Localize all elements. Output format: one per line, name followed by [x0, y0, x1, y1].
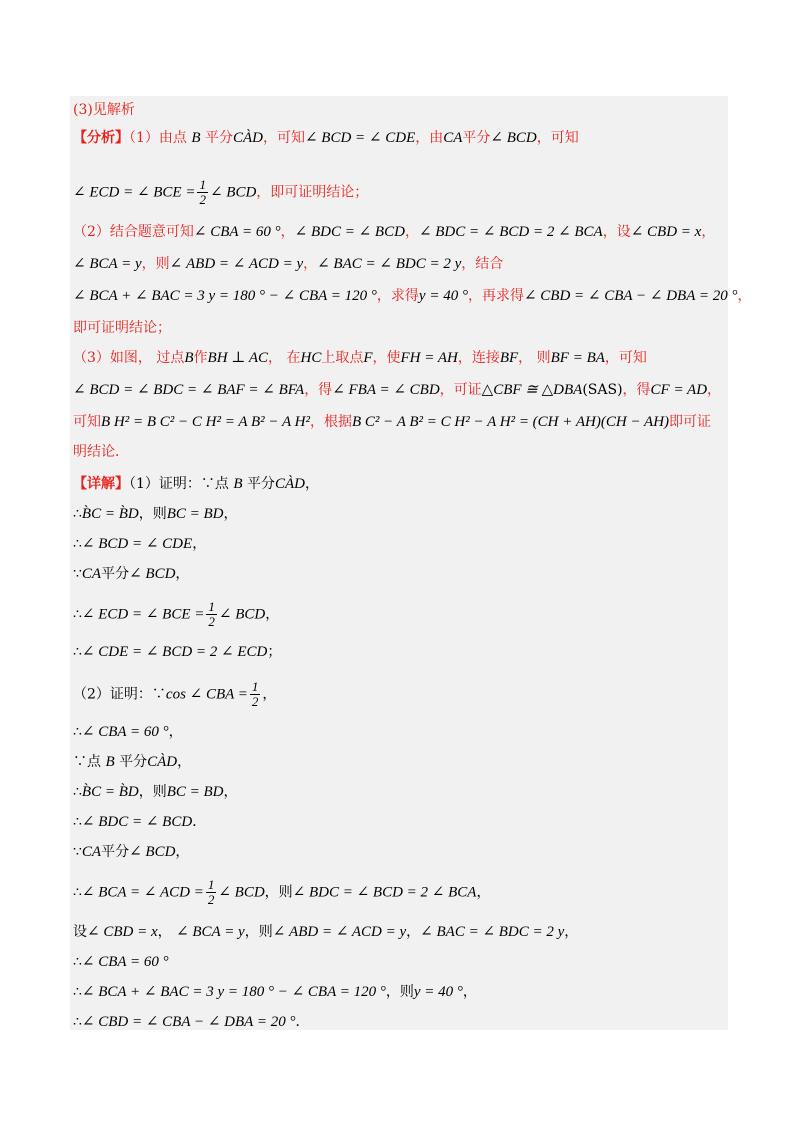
math-expression: cos ∠ CBA = [165, 686, 248, 703]
text-fragment: 平分 [462, 130, 491, 146]
math-expression: ∠ CBD = ∠ CBA − ∠ DBA = 20 ° [81, 1014, 296, 1030]
math-expression: ∠ BCD = ∠ CDE [81, 536, 193, 552]
text-fragment: 平分 [114, 754, 148, 770]
text-fragment: 即可证 [669, 414, 712, 430]
math-expression: B C² − A B² = C H² − A H² = (CH + AH)(CH − AH) [351, 414, 670, 430]
text-line [73, 318, 171, 338]
text-fragment: 【详解】 [73, 476, 129, 492]
math-expression: ∠ CBA = 60 ° [81, 954, 169, 970]
text-fragment: ，则 [385, 984, 414, 1000]
math-expression: ∠ BCD = ∠ CDE [304, 130, 416, 146]
text-fragment: 平分 [101, 566, 130, 582]
text-fragment: ∴ [73, 814, 82, 830]
math-expression: ∠ BCA + ∠ BAC = 3 y = 180 ° − ∠ CBA = 120 ° [73, 288, 377, 304]
math-expression: ∠ ECD = ∠ BCE = [81, 606, 205, 623]
text-fragment: 平分 [101, 844, 130, 860]
math-expression: ∠ BDC = ∠ BCD [81, 814, 193, 830]
text-fragment: ，可知 [262, 130, 305, 146]
text-fragment: ，可知 [536, 130, 579, 146]
text-line [73, 380, 721, 400]
math-expression: F [363, 350, 373, 366]
math-expression: BF [499, 350, 519, 366]
text-fragment: （1）由点 [129, 130, 192, 146]
text-fragment: 明结论． [73, 444, 129, 460]
fraction-denominator: 2 [199, 192, 206, 207]
text-fragment: ，则 [138, 506, 167, 522]
text-fragment: ， [707, 382, 722, 398]
text-fragment: ，结合 [461, 256, 504, 272]
text-fragment: ，连接 [457, 350, 500, 366]
text-line [73, 178, 368, 207]
text-fragment: ，得 [622, 382, 651, 398]
math-expression: B [233, 476, 243, 492]
text-fragment: ， [265, 606, 280, 623]
text-fragment: ，设 [602, 224, 631, 240]
fraction-numerator: 1 [207, 877, 215, 892]
text-line [73, 878, 490, 907]
math-expression: ∠ BDC = ∠ BCD = 2 ∠ BCA [292, 884, 477, 901]
text-fragment: ，则 [264, 884, 293, 901]
text-line [73, 534, 206, 554]
text-fragment: ，可知 [604, 350, 647, 366]
text-fragment: ∴ [73, 884, 82, 901]
math-expression: FH = AH [400, 350, 458, 366]
math-expression: BF = BA [550, 350, 605, 366]
math-expression: B [184, 350, 194, 366]
math-expression: ∠ BDC = ∠ BCD [294, 224, 405, 240]
text-fragment: ， [462, 984, 477, 1000]
text-fragment: ， [476, 884, 491, 901]
text-fragment: ； [267, 644, 282, 660]
text-line [73, 100, 135, 120]
text-line [73, 752, 191, 772]
text-fragment: ∵ [73, 844, 82, 860]
text-fragment: ∴ [73, 954, 82, 970]
math-expression: ∠ CBD = x [630, 224, 702, 240]
fraction [250, 680, 261, 709]
text-fragment: ∴ [73, 984, 82, 1000]
text-line [73, 348, 647, 368]
math-expression: y = 40 ° [418, 288, 468, 304]
text-fragment: ， [223, 784, 238, 800]
text-fragment: 作 [193, 350, 208, 366]
text-fragment: ， [737, 288, 752, 304]
text-line [73, 842, 189, 862]
math-expression: ∠ ABD = ∠ ACD = y [272, 924, 407, 940]
text-fragment: ， [280, 224, 295, 240]
text-fragment: ∵ [73, 566, 82, 582]
text-fragment: ， [223, 506, 238, 522]
math-expression: BC = BD [166, 506, 224, 522]
text-fragment: 【分析】 [73, 130, 129, 146]
text-fragment: ∴ [73, 536, 82, 552]
text-fragment: ． [192, 814, 207, 830]
math-expression: ∠ BCD [218, 884, 265, 901]
text-fragment: ，则 [141, 256, 170, 272]
math-expression: ∠ CDE = ∠ BCD = 2 ∠ ECD [81, 644, 268, 660]
math-expression: CÀD [147, 754, 178, 770]
text-fragment: ， 则 [518, 350, 551, 366]
text-fragment: (SAS) [582, 382, 623, 398]
math-expression: ∠ BDC = ∠ BCD = 2 ∠ BCA [418, 224, 603, 240]
math-expression: ∠ BAC = ∠ BDC = 2 y [420, 924, 565, 940]
math-expression: ∠ BCD [490, 130, 537, 146]
text-fragment: ∴ [73, 724, 82, 740]
text-line [73, 1012, 309, 1032]
text-fragment: ，使 [372, 350, 401, 366]
math-expression: ∠ BCD [129, 844, 176, 860]
text-line [73, 222, 715, 242]
text-fragment: ， [157, 924, 177, 940]
text-line [73, 812, 206, 832]
math-expression: ∠ ABD = ∠ ACD = y [169, 256, 304, 272]
math-expression: B̀C = B̀D [81, 784, 139, 800]
fraction-denominator: 2 [251, 694, 259, 709]
math-expression: ∠ BCA = ∠ ACD = [81, 884, 204, 901]
fraction-denominator: 2 [208, 614, 215, 629]
math-expression: ∠ CBD = x [87, 924, 158, 940]
text-fragment: ， [564, 924, 579, 940]
text-fragment: ，即可证明结论； [256, 184, 369, 201]
math-expression: △CBF ≅ △DBA [481, 382, 583, 398]
text-fragment: ∴ [73, 644, 82, 660]
text-fragment: 可知 [73, 414, 101, 430]
text-fragment: ， [175, 566, 190, 582]
fraction-denominator: 2 [207, 892, 215, 907]
text-line [73, 504, 238, 524]
math-expression: ∠ BCA = y [73, 256, 142, 272]
text-fragment: ， [168, 724, 183, 740]
text-line [73, 412, 711, 432]
text-fragment: ， [701, 224, 716, 240]
math-expression: CA [81, 566, 102, 582]
text-fragment: ， 在 [268, 350, 301, 366]
text-fragment: ，得 [304, 382, 333, 398]
math-expression: ∠ FBA = ∠ CBD [332, 382, 440, 398]
text-fragment: ，求得 [376, 288, 419, 304]
text-fragment: ， [177, 754, 192, 770]
math-expression: CA [443, 130, 463, 146]
text-fragment: ， [192, 536, 207, 552]
fraction [197, 178, 208, 207]
math-expression: CA [81, 844, 102, 860]
text-fragment: ，可证 [439, 382, 482, 398]
text-fragment: ，根据 [309, 414, 352, 430]
text-line [73, 254, 503, 274]
math-expression: B H² = B C² − C H² = A B² − A H² [101, 414, 310, 430]
text-line [73, 564, 189, 584]
math-expression: ∠ BAC = ∠ BDC = 2 y [317, 256, 462, 272]
text-line [73, 474, 319, 494]
text-fragment: ， [304, 476, 319, 492]
text-fragment: 上取点 [321, 350, 364, 366]
text-fragment: ∴ [73, 1014, 82, 1030]
text-fragment: (3)见解析 [73, 102, 135, 118]
text-line [73, 922, 578, 942]
text-fragment: 平分 [200, 130, 233, 146]
math-expression: ∠ ECD = ∠ BCE = [73, 184, 196, 201]
math-expression: CF = AD [650, 382, 708, 398]
text-fragment: （2）结合题意可知 [73, 224, 194, 240]
fraction-numerator: 1 [199, 177, 206, 192]
text-line [73, 286, 751, 306]
math-expression: ∠ BCA + ∠ BAC = 3 y = 180 ° − ∠ CBA = 120 ° [81, 984, 386, 1000]
math-expression: ∠ BCD [129, 566, 176, 582]
text-fragment: ∴ [73, 784, 82, 800]
text-fragment: （2）证明：∵ [73, 686, 166, 703]
text-line [73, 782, 238, 802]
math-expression: CÀD [232, 130, 263, 146]
math-expression: CÀD [274, 476, 305, 492]
text-fragment: 平分 [242, 476, 275, 492]
text-fragment: ∴ [73, 606, 82, 623]
math-expression: y = 40 ° [413, 984, 463, 1000]
text-line [73, 442, 129, 462]
math-expression: ∠ BCD = ∠ BDC = ∠ BAF = ∠ BFA [73, 382, 305, 398]
text-fragment: ，由 [415, 130, 444, 146]
text-fragment: ， [406, 924, 421, 940]
fraction-numerator: 1 [208, 599, 215, 614]
text-line [73, 722, 183, 742]
text-fragment: ∵点 [73, 754, 106, 770]
text-fragment: ． [295, 1014, 310, 1030]
math-expression: B [105, 754, 115, 770]
text-fragment: 设 [73, 924, 87, 940]
text-fragment: ， [175, 844, 190, 860]
text-fragment: ，再求得 [467, 288, 524, 304]
fraction [206, 878, 217, 907]
math-expression: HC [300, 350, 322, 366]
math-expression: ∠ BCD [218, 606, 266, 623]
text-fragment: 即可证明结论； [73, 320, 171, 336]
text-line [73, 952, 169, 972]
text-line [73, 982, 477, 1002]
math-expression: B̀C = B̀D [81, 506, 139, 522]
text-line [73, 128, 579, 148]
text-line [73, 642, 281, 662]
fraction [206, 600, 217, 629]
text-fragment: （3）如图， 过点 [73, 350, 185, 366]
math-expression: BC = BD [166, 784, 224, 800]
math-expression: ∠ CBA = 60 ° [81, 724, 169, 740]
text-line [73, 600, 279, 629]
text-fragment: ， [303, 256, 318, 272]
text-line [73, 680, 276, 709]
math-expression: ∠ BCA = y [176, 924, 245, 940]
text-fragment: ∴ [73, 506, 82, 522]
math-expression: ∠ CBA = 60 ° [193, 224, 281, 240]
text-fragment: ， [262, 686, 277, 703]
math-expression: B [191, 130, 201, 146]
fraction-numerator: 1 [251, 679, 259, 694]
text-fragment: ，则 [138, 784, 167, 800]
text-fragment: （1）证明：∵点 [129, 476, 234, 492]
text-fragment: ，则 [244, 924, 273, 940]
math-expression: ∠ BCD [209, 184, 257, 201]
math-expression: BH ⊥ AC [207, 350, 269, 366]
text-fragment: ， [404, 224, 419, 240]
math-expression: ∠ CBD = ∠ CBA − ∠ DBA = 20 ° [523, 288, 738, 304]
